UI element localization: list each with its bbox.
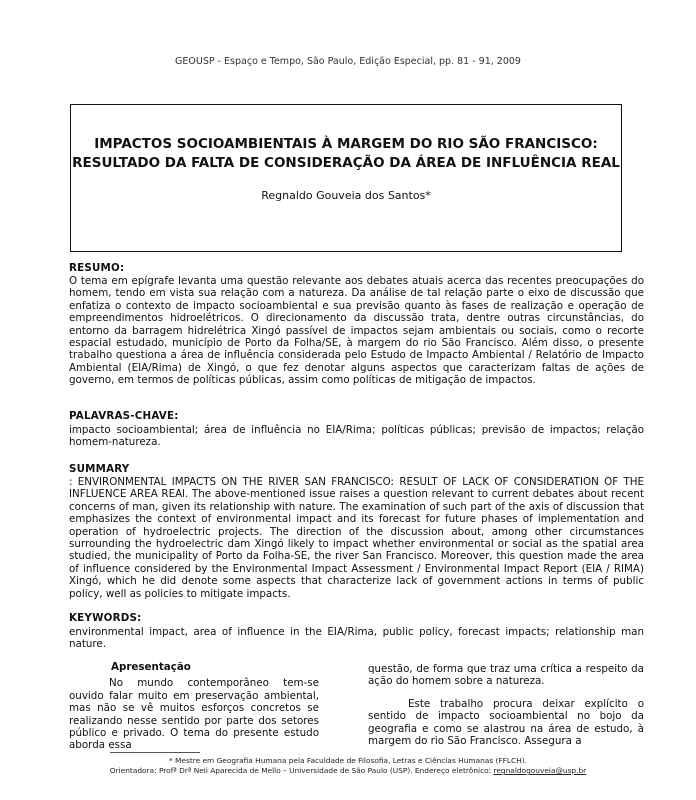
footnote-line-2: [0, 766, 696, 775]
right-column: [368, 663, 644, 747]
palavras-chave-text: impacto socioambiental; área de influência no EIA/Rima; políticas públicas; previsão de impactos; relação homem-natureza.: [69, 424, 644, 449]
keywords-label: KEYWORDS:: [69, 612, 142, 624]
footnote-line-1: * Mestre em Geografia Humana pela Faculdade de Filosofia, Letras e Ciências Humanas (FFLCH).: [169, 756, 527, 765]
author-email-link[interactable]: regnaldogouveia@usp.br: [493, 766, 587, 775]
article-title: IMPACTOS SOCIOAMBIENTAIS À MARGEM DO RIO SÃO FRANCISCO: RESULTADO DA FALTA DE CONSIDERAÇÃO DA ÁREA DE INFLUÊNCIA REAL: [72, 136, 620, 171]
keywords-text: environmental impact, area of influence in the EIA/Rima, public policy, forecast impacts; relationship man nature.: [69, 626, 644, 651]
title-box: [70, 104, 622, 252]
left-column: [69, 661, 319, 752]
resumo-text: O tema em epígrafe levanta uma questão relevante aos debates atuais acerca das recentes preocupações do homem, tendo em vista sua relação com a natureza. Da análise de tal relação parte o eixo de discussão que enfatiza o contexto de impacto socioambiental e sua previsão quanto às fases de realização e operação de empreendimentos hidroelétricos. O direcionamento da discussão trata, dentre outras circunstâncias, do entorno da barragem hidrelétrica Xingó passível de impactos sejam ambientais ou sociais, como o recorte espacial estudado, município de Porto da Folha/SE, à margem do rio São Francisco. Além disso, o presente trabalho questiona a área de influência considerada pelo Estudo de Impacto Ambiental / Relatório de Impacto Ambiental (EIA/Rima) de Xingó, o que fez denotar alguns aspectos que caracterizam faltas de ações de governo, em termos de políticas públicas, assim como políticas de mitigação de impactos.: [69, 275, 644, 387]
right-continuation: questão, de forma que traz uma crítica a respeito da ação do homem sobre a natureza.: [368, 663, 644, 688]
footnote-rule: [110, 752, 200, 753]
footnote-orientadora: Orientadora: Profª Drª Neli Aparecida de Mello – Universidade de São Paulo (USP). Endereço eletrônico:: [109, 766, 494, 775]
section-heading: Apresentação: [111, 661, 191, 673]
right-paragraph: Este trabalho procura deixar explícito o sentido de impacto socioambiental no bojo da geografia e como se alastrou na área de estudo, à margem do rio São Francisco. Assegura a: [368, 697, 644, 748]
palavras-chave-label: PALAVRAS-CHAVE:: [69, 410, 179, 422]
summary-label: SUMMARY: [69, 463, 130, 475]
summary-text: : ENVIRONMENTAL IMPACTS ON THE RIVER SAN FRANCISCO: RESULT OF LACK OF CONSIDERATION OF THE INFLUENCE AREA REAl. The above-mentioned issue raises a question relevant to current debates about recent concerns of man, given its relationship with nature. The examination of such part of the axis of discussion that emphasizes the context of environmental impact and its forecast for future phases of implementation and operation of hydroelectric projects. The direction of the discussion about, among other circumstances surrounding the hydroelectric dam Xingó likely to impact whether environmental or social as the spatial area studied, the municipality of Porto da Folha-SE, the river San Francisco. Moreover, this question made the area of influence considered by the Environmental Impact Assessment / Environmental Impact Report (EIA / RIMA) Xingó, which he did denote some aspects that characterize lack of government actions in terms of public policy, well as policies to mitigate impacts.: [69, 476, 644, 600]
article-author: Regnaldo Gouveia dos Santos*: [261, 189, 431, 202]
left-paragraph: No mundo contemporâneo tem-se ouvido falar muito em preservação ambiental, mas não se vê muitos esforços concretos se realizando nesse sentido por parte dos setores público e privado. O tema do presente estudo aborda essa: [69, 677, 319, 752]
journal-header: GEOUSP - Espaço e Tempo, São Paulo, Edição Especial, pp. 81 - 91, 2009: [175, 56, 521, 67]
resumo-label: RESUMO:: [69, 262, 125, 274]
